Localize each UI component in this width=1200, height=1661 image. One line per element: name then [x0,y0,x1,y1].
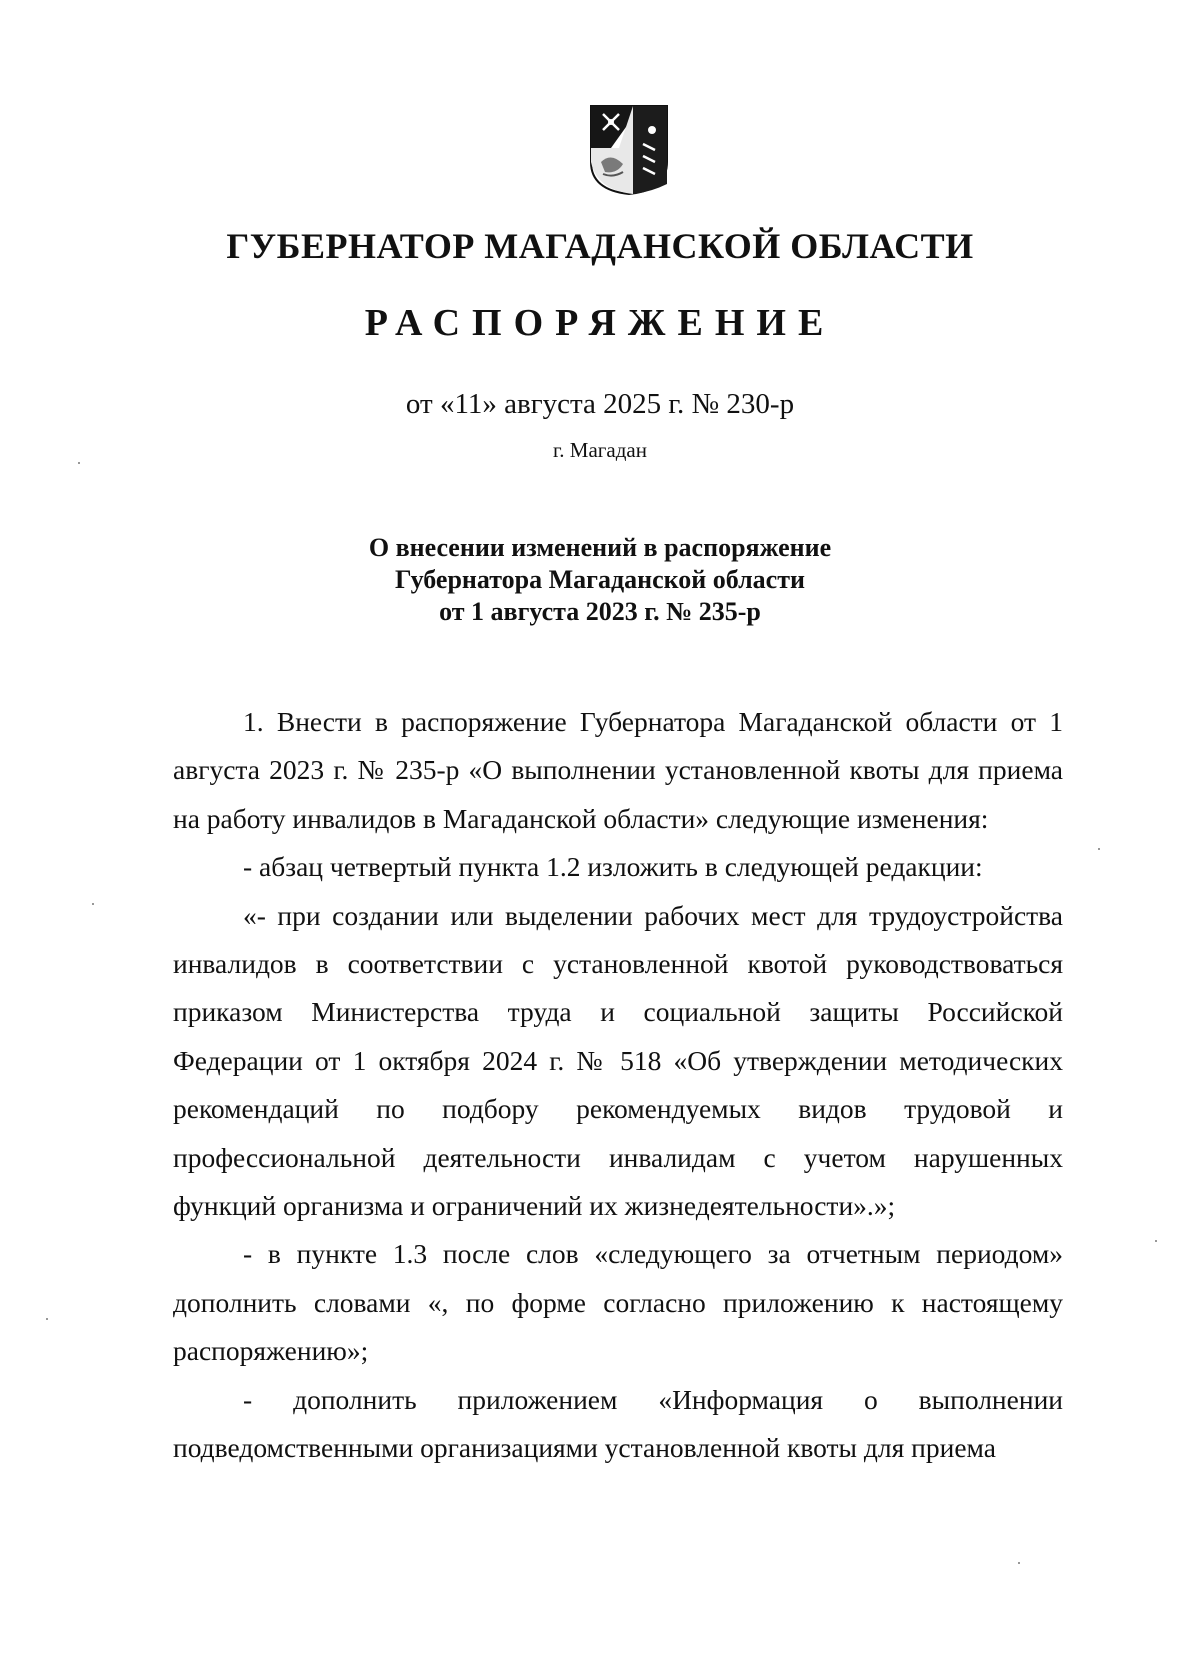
body-paragraph: 1. Внести в распоряжение Губернатора Магаданской области от 1 августа 2023 г. № 235-р «О выполнении установленной квоты для приема на работу инвалидов в Магаданской области» следующие изменения: [173,706,1063,834]
scan-artifact [1018,1562,1020,1564]
scan-artifact [1155,1240,1157,1242]
document-type: РАСПОРЯЖЕНИЕ [364,302,836,344]
scan-artifact [1098,848,1100,850]
coat-of-arms-icon [589,104,669,196]
scan-artifact [46,1318,48,1320]
scan-artifact [78,462,80,464]
body-paragraph: - дополнить приложением «Информация о выполнении подведомственными организациями установленной квоты для приема [173,1383,1063,1464]
document-subject [0,532,1200,628]
subject-line: О внесении изменений в распоряжение [368,533,832,562]
issuing-authority: ГУБЕРНАТОР МАГАДАНСКОЙ ОБЛАСТИ [226,226,974,266]
document-date-number: от «11» августа 2025 г. № 230-р [405,388,795,420]
subject-line: от 1 августа 2023 г. № 235-р [439,597,761,626]
document-body [173,698,1063,1473]
body-paragraph: - абзац четвертый пункта 1.2 изложить в следующей редакции: [243,851,983,883]
scan-artifact [92,903,94,905]
subject-line: Губернатора Магаданской области [395,565,805,594]
body-paragraph: «- при создании или выделении рабочих мест для трудоустройства инвалидов в соответствии с установленной квотой руководствоваться приказом Министерства труда и социальной защиты Российской Федерации от 1 октября 2024 г. № 518 «Об утверждении методических рекомендаций по подбору рекомендуемых видов трудовой и профессиональной деятельности инвалидам с учетом нарушенных функций организма и ограничений их жизнедеятельности».»; [173,899,1063,1222]
document-city: г. Магадан [553,438,647,462]
body-paragraph: - в пункте 1.3 после слов «следующего за отчетным периодом» дополнить словами «, по форме согласно приложению к настоящему распоряжению»; [173,1238,1063,1367]
